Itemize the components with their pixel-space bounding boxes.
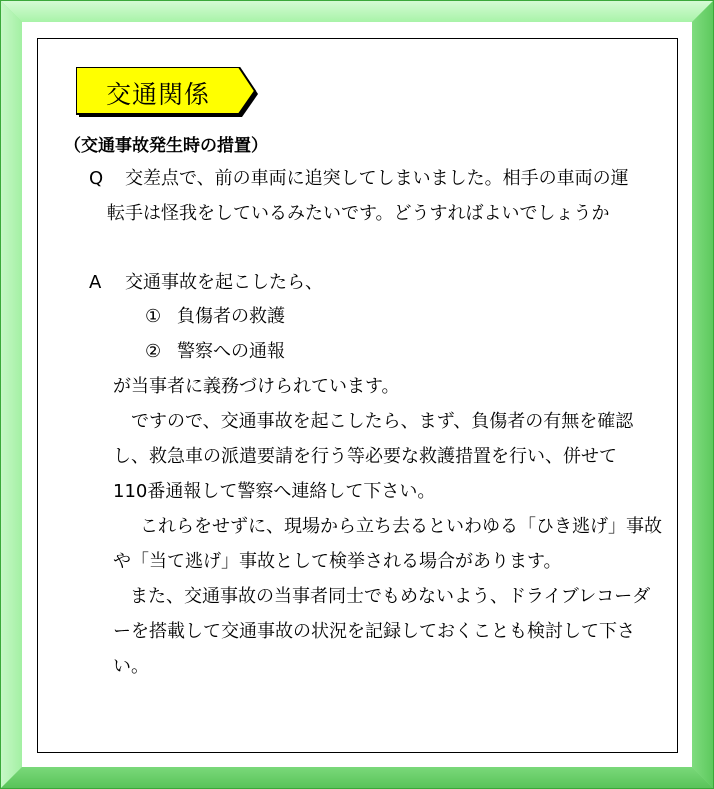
answer-line: ーを搭載して交通事故の状況を記録しておくことも検討して下さ [113, 621, 635, 642]
answer-line: これらをせずに、現場から立ち去るといわゆる「ひき逃げ」事故 [140, 516, 662, 537]
page-title: 交通関係 [106, 80, 211, 109]
list-item: 負傷者の救護 [177, 306, 285, 327]
answer-line: また、交通事故の当事者同士でもめないよう、ドライブレコーダ [130, 586, 651, 607]
question-line: 交差点で、前の車両に追突してしまいました。相手の車両の運 [125, 168, 629, 189]
answer-marker: A [89, 272, 102, 293]
answer-line: ですので、交通事故を起こしたら、まず、負傷者の有無を確認 [131, 411, 634, 432]
question-marker: Q [89, 168, 104, 189]
section-heading: （交通事故発生時の措置） [64, 136, 268, 156]
list-number: ① [145, 306, 162, 327]
answer-line: や「当て逃げ」事故として検挙される場合があります。 [113, 551, 562, 572]
answer-line: が当事者に義務づけられています。 [113, 376, 400, 397]
list-number: ② [145, 341, 162, 362]
answer-line: 110番通報して警察へ連絡して下さい。 [113, 481, 436, 502]
title-tag [76, 67, 260, 117]
answer-line: い。 [113, 656, 149, 677]
list-item: 警察への通報 [177, 341, 285, 362]
question-line: 転手は怪我をしているみたいです。どうすればよいでしょうか [107, 203, 610, 224]
answer-line: し、救急車の派遣要請を行う等必要な救護措置を行い、併せて [113, 446, 617, 467]
answer-intro: 交通事故を起こしたら、 [125, 272, 323, 293]
